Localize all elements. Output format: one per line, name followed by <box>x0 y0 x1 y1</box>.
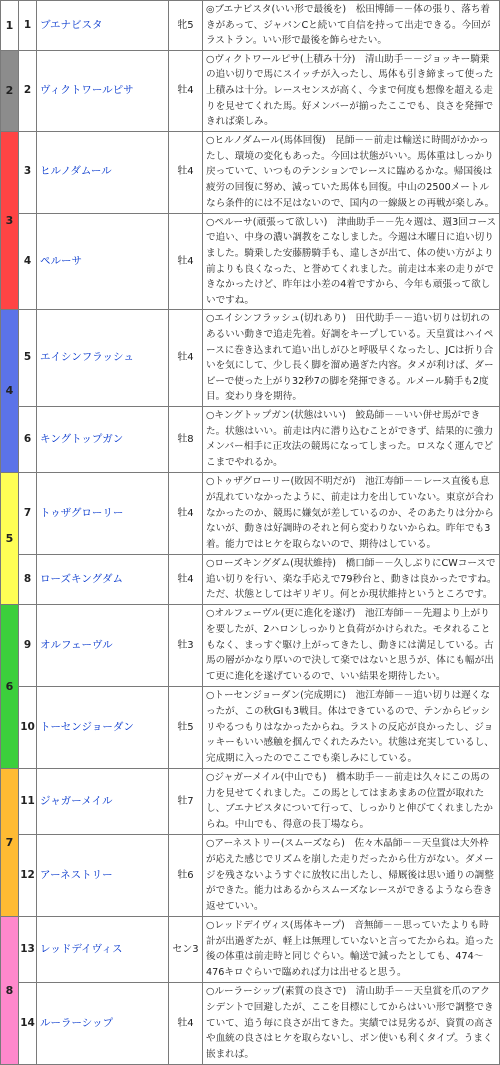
sex-age: 牡7 <box>169 768 203 834</box>
horse-number: 12 <box>19 834 37 916</box>
waku-number: 7 <box>1 768 19 916</box>
horse-row <box>1 686 500 768</box>
horse-row <box>1 554 500 604</box>
trainer-comment: ○アーネストリー(スムーズなら) 佐々木晶師－－天皇賞は大外枠が応えた感じでリズムを崩した走りだったから仕方がない。ダメージを残さないようすぐに放牧に出したし、帰厩後は思い通りの調整ができた。能力はあるからスムーズなレースができるようなら巻き返せていい。 <box>203 834 500 916</box>
trainer-comment: ○ペルーサ(頑張って欲しい) 津曲助手－－先々週は、週3回コースで追い、中身の濃い調教をこなしました。今週は木曜日に追い切りました。騎乗した安藤勝騎手も、違しさが出て、体の使い方がより前よりも良くなった、と誉めてくれました。前走は本来の走りができなかったけど、昨年は小差の4着ですから、今年も頑張って欲しいですね。 <box>203 213 500 310</box>
horse-name-link[interactable]: トゥザグローリー <box>40 506 124 519</box>
horse-row <box>1 50 500 131</box>
horse-row <box>1 310 500 407</box>
waku-number: 5 <box>1 472 19 604</box>
sex-age: 牡3 <box>169 604 203 686</box>
trainer-comment: ○ヴィクトワールピサ(上積み十分) 清山助手－－ジョッキー騎乗の追い切りで馬にスイッチが入ったし、馬体も引き締まって使った上積みは十分。レースセンスが高く、今まで何度も想像を超える走りを見せてくれた馬。好メンバーが揃ったここでも、良さを発揮できれば楽しみ。 <box>203 50 500 131</box>
horse-name-cell <box>37 406 169 472</box>
trainer-comment: ○ローズキングダム(現状維持) 橋口師－－久しぶりにCWコースで追い切りを行い、楽な手応えで79秒台と、動きは良かったですね。ただ、状態としてはギリギリ。何とか現状維持というところです。 <box>203 554 500 604</box>
horse-row <box>1 1 500 51</box>
trainer-comment: ○ジャガーメイル(中山でも) 橋本助手－－前走は久々にこの馬の力を見せてくれました。この馬としてはまあまあの位置が取れたし、ブエナビスタについて行って、しっかりと伸びてくれましたからね。中山でも、得意の長丁場なら。 <box>203 768 500 834</box>
horse-number: 5 <box>19 310 37 407</box>
horse-name-cell <box>37 982 169 1064</box>
horse-name-link[interactable]: ヒルノダムール <box>40 165 112 178</box>
horse-number: 1 <box>19 1 37 51</box>
horse-row <box>1 916 500 982</box>
horse-name-cell <box>37 310 169 407</box>
horse-row <box>1 604 500 686</box>
horse-number: 8 <box>19 554 37 604</box>
trainer-comment: ○ヒルノダムール(馬体回復) 昆師－－前走は輸送に時間がかかったし、環境の変化もあった。今回は状態がいい。馬体重はしっかり戻っていて、いつものテンションでレースに臨めるかな。帰国後は疲労の回復に努め、減っていた馬体も回復。中山の2500メートルなら条件的には不足はないので、国内の一線級との再戦が楽しみ。 <box>203 131 500 213</box>
horse-number: 10 <box>19 686 37 768</box>
sex-age: 牡4 <box>169 131 203 213</box>
horse-number: 11 <box>19 768 37 834</box>
horse-number: 13 <box>19 916 37 982</box>
sex-age: 牡8 <box>169 406 203 472</box>
horse-row <box>1 131 500 213</box>
horse-number: 3 <box>19 131 37 213</box>
sex-age: 牡4 <box>169 213 203 310</box>
trainer-comment: ○トーセンジョーダン(完成期に) 池江寿師－－追い切りは遅くなったが、この秋GIも3戦目。体はできているので、テンからビッシリやるつもりはなかったからね。ラストの反応が良かったし、ジョッキーもいい感触を掴んでくれたみたい。状態は充実しているし、完成期に入ったのでここでも楽しみにしている。 <box>203 686 500 768</box>
horse-number: 6 <box>19 406 37 472</box>
horse-number: 9 <box>19 604 37 686</box>
trainer-comment: ○トゥザグローリー(敗因不明だが) 池江寿師－－レース直後も息が乱れていなかったように、前走は力を出していない。東京が合わなかったのか、競馬に嫌気が差しているのか、そのあたりは分からないが、動きは好調時のそれと何ら変わりないからね。昨年でも3着。能力ではヒケを取らないので、期待はしている。 <box>203 472 500 554</box>
horse-name-cell <box>37 1 169 51</box>
horse-name-link[interactable]: ブエナビスタ <box>40 18 103 31</box>
sex-age: 牡6 <box>169 834 203 916</box>
horse-name-link[interactable]: アーネストリー <box>40 868 113 881</box>
waku-number: 8 <box>1 916 19 1064</box>
waku-number: 6 <box>1 604 19 768</box>
sex-age: 牡4 <box>169 310 203 407</box>
horse-row <box>1 768 500 834</box>
horse-name-link[interactable]: レッドデイヴィス <box>40 942 123 955</box>
horse-name-cell <box>37 554 169 604</box>
waku-number: 1 <box>1 1 19 51</box>
horse-name-cell <box>37 768 169 834</box>
trainer-comment: ○キングトップガン(状態はいい) 鮫島師－－いい併せ馬ができた。状態はいい。前走は内に潜り込むことができず、結果的に強力メンバー相手に正攻法の競馬になってしまった。ロスなく運んでどこまでやれるか。 <box>203 406 500 472</box>
horse-row <box>1 213 500 310</box>
horse-row <box>1 472 500 554</box>
trainer-comment: ○オルフェーヴル(更に進化を遂げ) 池江寿師－－先週より上がりを要したが、2ハロンしっかりと負荷がかけられた。モタれることもなく、まっすぐ駆け上がってきたし、動きには満足している。古馬の層がかなり厚いので決して楽ではないと思うが、体にも幅が出て更に進化を遂げているので、いい結果を期待したい。 <box>203 604 500 686</box>
horse-name-link[interactable]: トーセンジョーダン <box>40 720 134 733</box>
horse-name-cell <box>37 213 169 310</box>
horse-name-cell <box>37 604 169 686</box>
horse-row <box>1 834 500 916</box>
horse-number: 2 <box>19 50 37 131</box>
horse-number: 4 <box>19 213 37 310</box>
horse-name-cell <box>37 686 169 768</box>
horse-row <box>1 982 500 1064</box>
horse-name-cell <box>37 916 169 982</box>
sex-age: セン3 <box>169 916 203 982</box>
sex-age: 牡4 <box>169 50 203 131</box>
trainer-comment: ○ルーラーシップ(素質の良さで) 清山助手－－天皇賞を爪のアクシデントで回避したが、ここを目標にしてからはいい形で調整できていて、追う毎に良さが出てきた。実績では見劣るが、資質の高さや血統の良さはヒケを取らないし、ポン使いも利くタイプ。うまく嵌まれば。 <box>203 982 500 1064</box>
horse-name-link[interactable]: ジャガーメイル <box>40 794 113 807</box>
horse-name-link[interactable]: オルフェーヴル <box>40 638 113 651</box>
horse-name-link[interactable]: エイシンフラッシュ <box>40 351 134 364</box>
sex-age: 牝5 <box>169 1 203 51</box>
horse-name-link[interactable]: ペルーサ <box>40 254 82 267</box>
sex-age: 牡5 <box>169 686 203 768</box>
horse-name-cell <box>37 50 169 131</box>
sex-age: 牡4 <box>169 554 203 604</box>
horse-name-link[interactable]: ルーラーシップ <box>40 1016 114 1029</box>
horse-name-cell <box>37 472 169 554</box>
waku-number: 2 <box>1 50 19 131</box>
trainer-comment: ◎ブエナビスタ(いい形で最後を) 松田博師－－体の張り、落ち着きがあって、ジャパンCと続いて自信を持って出走できる。今回がラストラン。いい形で最後を飾らせたい。 <box>203 1 500 51</box>
waku-number: 4 <box>1 310 19 473</box>
horse-name-link[interactable]: ローズキングダム <box>40 572 123 585</box>
horse-number: 14 <box>19 982 37 1064</box>
horse-name-link[interactable]: ヴィクトワールピサ <box>40 83 134 96</box>
waku-number: 3 <box>1 131 19 310</box>
trainer-comment: ○エイシンフラッシュ(切れあり) 田代助手－－追い切りは切れのあるいい動きで追走先着。好調をキープしている。天皇賞はハイペースに巻き込まれて追い出しがひと呼吸早くなったし、JCは折り合いを気にして、少し長く脚を溜め過ぎた内容。タメが利けば、ダービーで使った上がり32秒7の脚を発揮できる。ルメール騎手も2度目。変わり身を期待。 <box>203 310 500 407</box>
sex-age: 牡4 <box>169 472 203 554</box>
horse-name-cell <box>37 131 169 213</box>
horse-name-link[interactable]: キングトップガン <box>40 432 124 445</box>
trainer-comment: ○レッドデイヴィス(馬体キープ) 音無師－－思っていたよりも時計が出過ぎたが、軽上は無理していないと言ってたからね。追った後の体重は前走時と同じぐらい。輸送で減ったとしても、474～476キロぐらいで臨めれば力は出せると思う。 <box>203 916 500 982</box>
horse-row <box>1 406 500 472</box>
horse-number: 7 <box>19 472 37 554</box>
sex-age: 牡4 <box>169 982 203 1064</box>
horse-name-cell <box>37 834 169 916</box>
